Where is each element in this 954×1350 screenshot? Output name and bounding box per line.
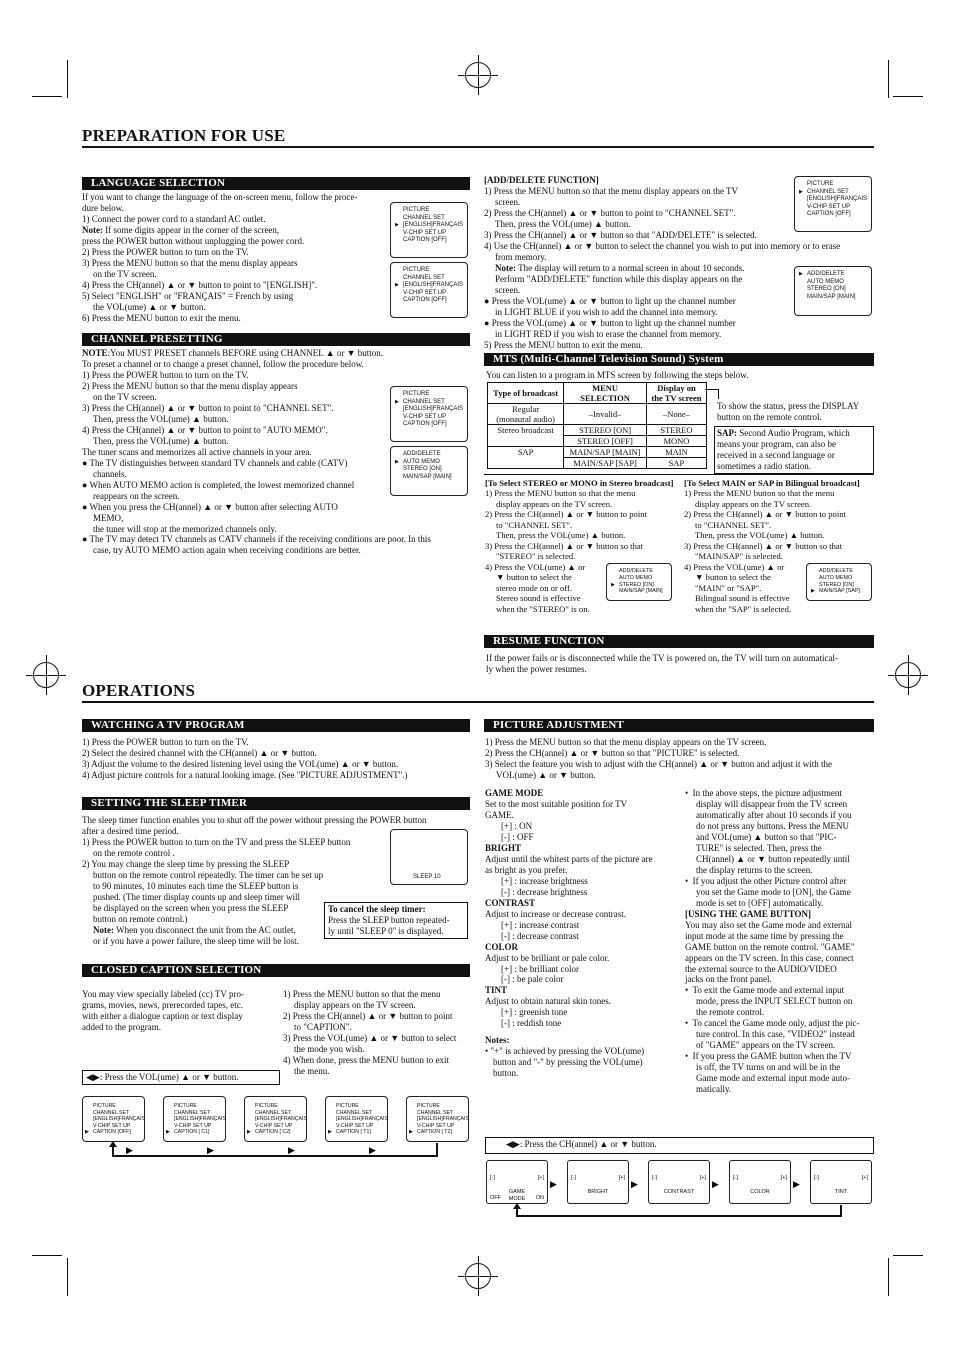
bilingual-screen: ADD/DELETE AUTO MEMO STEREO [ON] ▶ MAIN/SAP [SAP]	[806, 563, 872, 601]
crop-mark	[67, 1258, 68, 1296]
caption-intro: You may view specially labeled (cc) TV pro- grams, movies, news, prerecorded tapes, etc. with either a dialogue caption or text display added to the program.	[82, 989, 244, 1032]
game-mode-screen: [-] GAME MODE [+] OFF ON	[486, 1160, 548, 1204]
ch-legend: ◀▶: Press the CH(annel) ▲ or ▼ button.	[485, 1137, 874, 1154]
color-screen: [-] COLOR [+]	[729, 1160, 791, 1204]
menu-screen: PICTURE CHANNEL SET ▶ [ENGLISH]FRANÇAIS V-CHIP SET UP CAPTION [OFF]	[390, 202, 468, 258]
picture-modes: GAME MODE Set to the most suitable position for TV GAME. [+] : ON [-] : OFF BRIGHT Adjust until the whitest parts of the picture are as bright as you prefer. [+] : increase brightness [-] : decrease brightness CONTRAST Adjust to increase or decrease contrast. [+] : increase contrast [-] : decrease contrast COLOR Adjust to be brilliant or pale color. [+] : be brilliant color [-] : be pale color TINT Adjust to obtain natural skin tones. [+] : greenish tone [-] : reddish tone Notes: • "+" is achieved by pressing the VOL(ume) button and "-" by pressing the VOL(ume) button.	[485, 788, 653, 1079]
divider	[484, 474, 874, 475]
section-header-watching: WATCHING A TV PROGRAM	[82, 719, 470, 732]
bright-screen: [-] BRIGHT [+]	[567, 1160, 629, 1204]
right-arrow-icon: ▶	[793, 1179, 800, 1189]
menu-screen: PICTURE ▶ CHANNEL SET [ENGLISH]FRANÇAIS V-CHIP SET UP CAPTION [OFF]	[794, 176, 872, 232]
picture-steps: 1) Press the MENU button so that the menu display appears on the TV screen. 2) Press the CH(annel) ▲ or ▼ button so that "PICTURE" is selected. 3) Select the feature you wish to adjust with the CH(annel) ▲ or ▼ button and adjust it with the VOL(ume) ▲ or ▼ button.	[485, 737, 832, 780]
caption-screen: PICTURE CHANNEL SET [ENGLISH]FRANÇAIS V-CHIP SET UP ▶ CAPTION [ T1]	[325, 1096, 388, 1142]
right-arrow-icon: ▶	[712, 1179, 719, 1189]
watching-text: 1) Press the POWER button to turn on the TV. 2) Select the desired channel with the CH(annel) ▲ or ▼ button. 3) Adjust the volume to the desired listening level using the VOL(ume) ▲ or ▼ button. 4) Adjust picture controls for a natural looking image. (See "PICTURE ADJUSTMENT".)	[82, 737, 408, 780]
left-right-arrow-icon: ◀▶	[506, 1139, 520, 1149]
resume-text: If the power fails or is disconnected while the TV is powered on, the TV will turn on automatical- ly when the power resumes.	[486, 653, 839, 674]
section-header-mts: MTS (Multi-Channel Television Sound) System	[484, 353, 874, 366]
sleep-screen: SLEEP 10	[390, 829, 468, 885]
page-title: PREPARATION FOR USE	[82, 126, 286, 145]
tint-screen: [-] TINT [+]	[810, 1160, 872, 1204]
channel-text: NOTE:You MUST PRESET channels BEFORE using CHANNEL ▲ or ▼ button. To preset a channel or to change a preset channel, follow the procedure below. 1) Press the POWER button to turn on the TV. 2) Press the MENU button so that the menu display appears on the TV screen. 3) Press the CH(annel) ▲ or ▼ button to point to "CHANNEL SET". Then, press the VOL(ume) ▲ button. 4) Press the CH(annel) ▲ or ▼ button to point to "AUTO MEMO". Then, press the VOL(ume) ▲ button. The tuner scans and memorizes all active channels in your area. ● The TV distinguishes between standard TV channels and cable (CATV) channels. ● When AUTO MEMO action is completed, the lowest memorized channel reappears on the screen. ● When you press the CH(annel) ▲ or ▼ button after selecting AUTO MEMO, the tuner will stop at the memorized channels only. ● The TV may detect TV channels as CATV channels if the receiving conditions are poor. In this case, try AUTO MEMO action again when receiving conditions are better.	[82, 348, 431, 556]
divider	[82, 701, 874, 703]
table-pointer	[705, 389, 719, 399]
right-arrow-icon: ▶	[631, 1179, 638, 1189]
crop-mark	[32, 1255, 62, 1256]
channel-set-screen: ▶ ADD/DELETE AUTO MEMO STEREO [ON] MAIN/SAP [MAIN]	[794, 266, 872, 316]
caption-steps: 1) Press the MENU button so that the menu display appears on the TV screen. 2) Press the CH(annel) ▲ or ▼ button to point to "CAPTION". 3) Press the VOL(ume) ▲ or ▼ button to select the mode you wish. 4) When done, press the MENU button to exit the menu.	[283, 989, 457, 1076]
picture-cycle-arrows	[486, 1174, 876, 1222]
caption-screen: PICTURE CHANNEL SET [ENGLISH]FRANÇAIS V-CHIP SET UP ▶ CAPTION [ T2]	[406, 1096, 469, 1142]
right-arrow-icon: ▶	[126, 1145, 133, 1155]
right-arrow-icon: ▶	[288, 1145, 295, 1155]
caption-screen: PICTURE CHANNEL SET [ENGLISH]FRANÇAIS V-CHIP SET UP ▶ CAPTION [ C2]	[244, 1096, 307, 1142]
stereo-screen: ADD/DELETE AUTO MEMO ▶ STEREO [ON] MAIN/SAP [MAIN]	[606, 563, 672, 601]
bilingual-text: [To Select MAIN or SAP in Bilingual broadcast] 1) Press the MENU button so that the menu display appears on the TV screen. 2) Press the CH(annel) ▲ or ▼ button to point to "CHANNEL SET". Then, press the VOL(ume) ▲ button. 3) Press the CH(annel) ▲ or ▼ button so that "MAIN/SAP" is selected. 4) Press the VOL(ume) ▲ or ▼ button to select the "MAIN" or "SAP". Bilingual sound is effective when the "SAP" is selected.	[684, 478, 860, 614]
picture-notes: • In the above steps, the picture adjustment display will disappear from the TV screen automatically after about 10 seconds if you do not press any buttons. Press the MENU and VOL(ume) ▲ button so that "PIC- TURE" is selected. Then, press the CH(annel) ▲ or ▼ button repeatedly until the display returns to the screen. • If you adjust the other Picture control after you set the Game mode to [ON], the Game mode is set to [OFF] automatically. [USING THE GAME BUTTON] You may also set the Game mode and external input mode at the same time by pressing the GAME button on the remote control. "GAME" appears on the TV screen. In this case, connect the external source to the AUDIO/VIDEO jacks on the front panel. • To exit the Game mode and external input mode, press the INPUT SELECT button on the remote control. • To cancel the Game mode only, adjust the pic- ture control. In this case, "VIDEO2" instead of "GAME" appears on the TV screen. • If you press the GAME button when the TV is off, the TV turns on and will be in the Game mode and external input mode auto- matically.	[685, 788, 860, 1095]
registration-mark-icon	[33, 662, 59, 688]
mts-intro: You can listen to a program in MTS screen by following the steps below.	[486, 370, 749, 380]
crop-mark	[888, 60, 889, 98]
registration-mark-icon	[895, 662, 921, 688]
caption-cycle-arrows	[82, 1140, 472, 1160]
section-header-channel: CHANNEL PRESETTING	[82, 333, 470, 346]
sleep-text: The sleep timer function enables you to shut off the power without pressing the POWER button after a desired time period. 1) Press the POWER button to turn on the TV and press the SLEEP button on the remote control . 2) You may change the sleep time by pressing the SLEEP button on the remote control repeatedly. The timer can be set up to 90 minutes, 10 minutes each time the SLEEP button is pushed. (The timer display counts up and sleep timer will be displayed on the screen when you press the SLEEP button on remote control.) Note: When you disconnect the unit from the AC outlet, or if you have a power failure, the sleep time will be lost.	[82, 815, 427, 946]
language-text: If you want to change the language of the on-screen menu, follow the proce- dure below. 1) Connect the power cord to a standard AC outlet. Note: If some digits appear in the corner of the screen, press the POWER button without unplugging the power cord. 2) Press the POWER button to turn on the TV. 3) Press the MENU button so that the menu display appears on the TV screen. 4) Press the CH(annel) ▲ or ▼ button to point to "[ENGLISH]". 5) Select "ENGLISH" or "FRANÇAIS" = French by using the VOL(ume) ▲ or ▼ button. 6) Press the MENU button to exit the menu.	[82, 192, 358, 323]
right-arrow-icon: ▶	[369, 1145, 376, 1155]
registration-mark-icon	[465, 1263, 491, 1289]
right-arrow-icon: ▶	[550, 1179, 557, 1189]
section-header-caption: CLOSED CAPTION SELECTION	[82, 964, 470, 977]
cancel-sleep-note: To cancel the sleep timer: Press the SLEEP button repeated- ly until "SLEEP 0" is displayed.	[324, 902, 468, 939]
registration-mark-icon	[465, 62, 491, 88]
section-header-sleep: SETTING THE SLEEP TIMER	[82, 797, 470, 810]
section-header-resume: RESUME FUNCTION	[484, 635, 874, 648]
crop-mark	[893, 1255, 923, 1256]
left-right-arrow-icon: ◀▶	[86, 1072, 100, 1082]
operations-title: OPERATIONS	[82, 681, 196, 700]
divider	[82, 146, 874, 148]
crop-mark	[888, 1258, 889, 1296]
mts-table: Type of broadcast MENU SELECTION Display on the TV screen Regular (monaural audio) –Invalid– –None– Stereo broadcast STEREO [ON] STEREO STEREO [OFF] MONO SAP MAIN/SAP [MAIN] MAIN MAIN/SAP [SAP] SAP	[487, 382, 707, 469]
vol-legend: ◀▶: Press the VOL(ume) ▲ or ▼ button.	[82, 1070, 280, 1085]
section-header-picture: PICTURE ADJUSTMENT	[484, 719, 874, 732]
crop-mark	[32, 96, 62, 97]
contrast-screen: [-] CONTRAST [+]	[648, 1160, 710, 1204]
sap-note: SAP: Second Audio Program, which means your program, can also be received in a second language or sometimes a radio station.	[714, 426, 874, 474]
add-delete-text: [ADD/DELETE FUNCTION] 1) Press the MENU button so that the menu display appears on the TV screen. 2) Press the CH(annel) ▲ or ▼ button to point to "CHANNEL SET". Then, press the VOL(ume) ▲ button. 3) Press the CH(annel) ▲ or ▼ button so that "ADD/DELETE" is selected. 4) Use the CH(annel) ▲ or ▼ button to select the channel you wish to put into memory or to erase from memory. Note: The display will return to a normal screen in about 10 seconds. Perform "ADD/DELETE" function while this display appears on the screen. ● Press the VOL(ume) ▲ or ▼ button to light up the channel number in LIGHT BLUE if you wish to add the channel into memory. ● Press the VOL(ume) ▲ or ▼ button to light up the channel number in LIGHT RED if you wish to erase the channel from memory. 5) Press the MENU button to exit the menu.	[484, 175, 841, 350]
stereo-text: [To Select STEREO or MONO in Stereo broadcast] 1) Press the MENU button so that the menu display appears on the TV screen. 2) Press the CH(annel) ▲ or ▼ button to point to "CHANNEL SET". Then, press the VOL(ume) ▲ button. 3) Press the CH(annel) ▲ or ▼ button so that "STEREO" is selected. 4) Press the VOL(ume) ▲ or ▼ button to select the stereo mode on or off. Stereo sound is effective when the "STEREO" is on.	[485, 478, 674, 614]
section-header-language: LANGUAGE SELECTION	[82, 177, 470, 190]
caption-screen: PICTURE CHANNEL SET [ENGLISH]FRANÇAIS V-CHIP SET UP ▶ CAPTION [ C1]	[163, 1096, 226, 1142]
caption-screen: PICTURE CHANNEL SET [ENGLISH]FRANÇAIS V-CHIP SET UP ▶ CAPTION [OFF]	[82, 1096, 145, 1142]
menu-screen: PICTURE ▶ CHANNEL SET [ENGLISH]FRANÇAIS V-CHIP SET UP CAPTION [OFF]	[390, 386, 468, 442]
crop-mark	[893, 96, 923, 97]
channel-set-screen: ADD/DELETE ▶ AUTO MEMO STEREO [ON] MAIN/SAP [MAIN]	[390, 446, 468, 496]
display-note: To show the status, press the DISPLAY button on the remote control.	[717, 401, 860, 422]
right-arrow-icon: ▶	[207, 1145, 214, 1155]
menu-screen: PICTURE CHANNEL SET ▶ [ENGLISH]FRANÇAIS V-CHIP SET UP CAPTION [OFF]	[390, 262, 468, 318]
crop-mark	[67, 60, 68, 98]
